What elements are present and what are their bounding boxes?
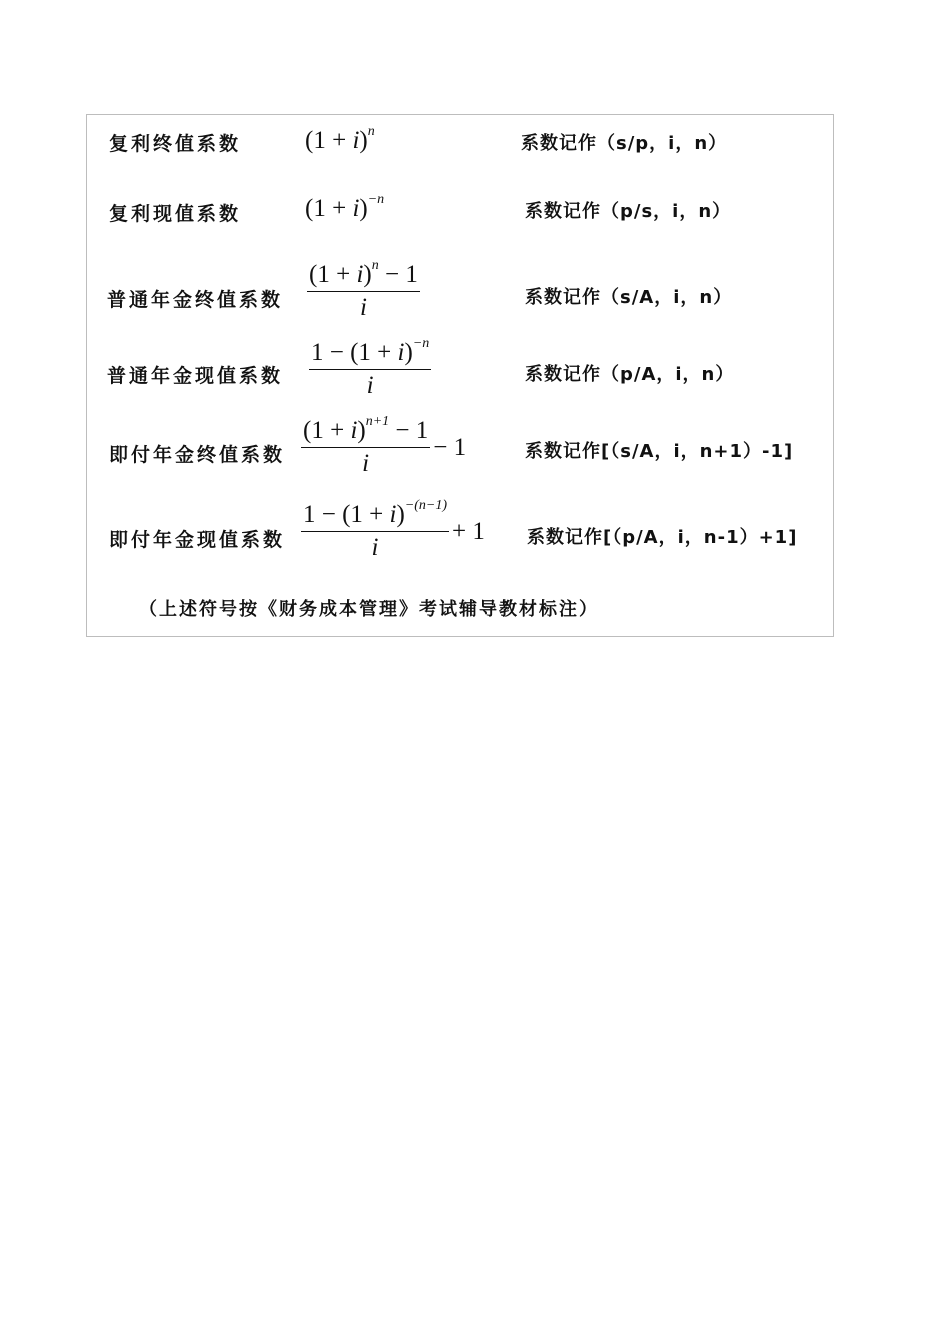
formula-exponent: −n: [367, 191, 385, 207]
row-notation: 系数记作（p/A，i，n）: [525, 364, 735, 385]
fraction-numerator: [307, 257, 420, 292]
formula-exponent: −(n−1): [404, 497, 448, 513]
formula-text: 1 − (1 +: [311, 339, 398, 366]
row-label: 普通年金终值系数: [107, 289, 284, 311]
formula-text: ): [404, 339, 413, 366]
formula-text: ): [363, 261, 372, 288]
formula-var: i: [352, 195, 360, 222]
formula-text: − 1: [389, 417, 429, 444]
formula-text: (1 +: [309, 261, 357, 288]
formula-annuity-due-future-value: [301, 413, 467, 478]
formula-var: i: [356, 261, 364, 288]
row-notation: 系数记作（p/s，i，n）: [525, 201, 732, 222]
formula-text: ): [396, 501, 405, 528]
fraction-denominator: i: [371, 534, 379, 561]
formula-tail: + 1: [452, 517, 485, 545]
fraction-denominator: i: [359, 294, 367, 321]
row-notation: 系数记作（s/A，i，n）: [525, 287, 733, 308]
formula-tail: − 1: [433, 433, 467, 461]
formula-table: [86, 114, 834, 637]
fraction-denominator: i: [366, 372, 374, 399]
fraction: [309, 335, 431, 400]
fraction: [301, 497, 449, 562]
fraction-numerator: [301, 497, 449, 532]
formula-var: i: [397, 339, 405, 366]
formula-exponent: n: [367, 123, 375, 139]
formula-var: i: [389, 501, 397, 528]
formula-text: (1 +: [305, 127, 353, 154]
row-notation: 系数记作[（s/A，i，n+1）-1]: [525, 441, 794, 462]
formula-exponent: −n: [412, 335, 430, 351]
row-label: 复利现值系数: [109, 203, 242, 225]
formula-compound-present-value: [305, 191, 385, 223]
fraction-numerator: [301, 413, 430, 448]
formula-compound-future-value: [305, 123, 375, 155]
formula-annuity-future-value: [307, 257, 420, 322]
formula-exponent: n: [371, 257, 379, 273]
fraction: [307, 257, 420, 322]
footnote: （上述符号按《财务成本管理》考试辅导教材标注）: [139, 599, 599, 620]
row-notation: 系数记作（s/p，i，n）: [521, 133, 728, 154]
formula-text: ): [357, 417, 366, 444]
row-label: 即付年金现值系数: [109, 529, 286, 551]
row-label: 即付年金终值系数: [109, 444, 286, 466]
formula-var: i: [350, 417, 358, 444]
row-notation: 系数记作[（p/A，i，n-1）+1]: [527, 527, 798, 548]
fraction-numerator: [309, 335, 431, 370]
formula-annuity-due-present-value: [301, 497, 485, 562]
formula-text: − 1: [378, 261, 418, 288]
formula-text: ): [359, 127, 368, 154]
fraction: [301, 413, 430, 478]
fraction-denominator: i: [362, 450, 370, 477]
formula-text: ): [359, 195, 368, 222]
row-label: 普通年金现值系数: [107, 365, 284, 387]
formula-text: (1 +: [305, 195, 353, 222]
formula-text: 1 − (1 +: [303, 501, 390, 528]
formula-text: (1 +: [303, 417, 351, 444]
formula-annuity-present-value: [309, 335, 431, 400]
formula-exponent: n+1: [365, 413, 390, 429]
formula-var: i: [352, 127, 360, 154]
row-label: 复利终值系数: [109, 133, 242, 155]
